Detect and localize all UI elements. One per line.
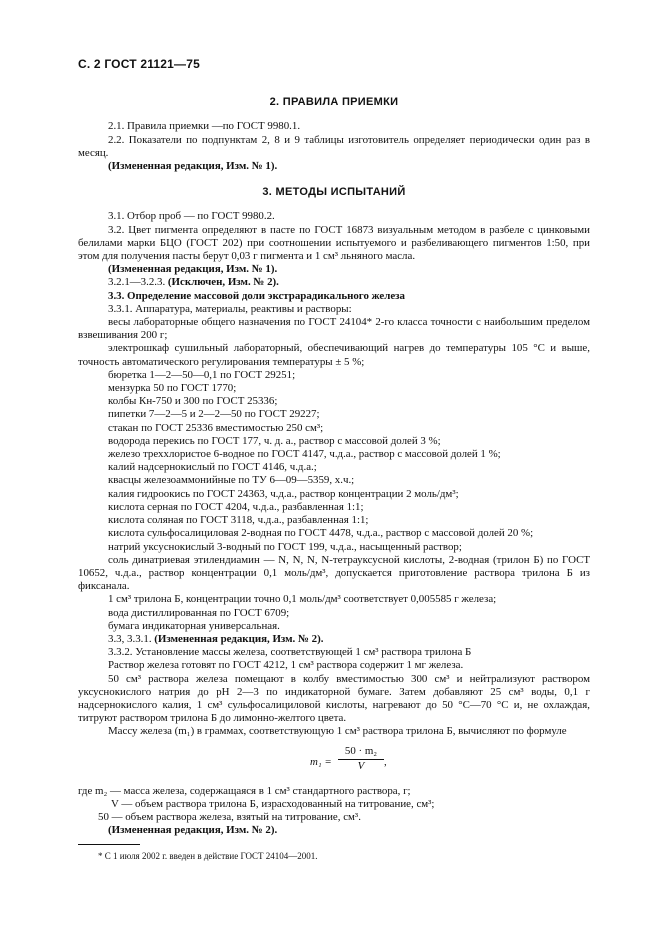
list-item: калия гидроокись по ГОСТ 24363, ч.д.а., раствор концентрации 2 моль/дм³; <box>108 487 459 500</box>
paragraph-3-3-2-b: 50 см³ раствора железа помещают в колбу вместимостью 300 см³ и нейтрализуют раствором уксуснокислого натрия до рН 2—3 по индикаторной бумаге. Затем добавляют 25 см³ воды, 0,1 г надсернокислого калия, 1 см³ сульфосалициловой кислоты, нагревают до 50 °С—70 °С и, не охлаждая, титруют раствором трилона Б до лимонно-желтого цвета. <box>78 672 590 725</box>
list-item: пипетки 7—2—5 и 2—2—50 по ГОСТ 29227; <box>108 408 320 421</box>
list-item: весы лабораторные общего назначения по ГОСТ 24104* 2-го класса точности с наибольшим пределом взвешивания 200 г; <box>78 316 590 342</box>
equipment-list <box>78 316 590 633</box>
list-item: вода дистиллированная по ГОСТ 6709; <box>108 606 290 619</box>
where-line: V — объем раствора трилона Б, израсходованный на титрование, см³; <box>111 797 435 810</box>
formula-denominator: V <box>357 759 365 772</box>
list-item: кислота соляная по ГОСТ 3118, ч.д.а., разбавленная 1:1; <box>108 514 369 527</box>
list-item: водорода перекись по ГОСТ 177, ч. д. а., раствор с массовой долей 3 %; <box>108 434 441 447</box>
list-item: стакан по ГОСТ 25336 вместимостью 250 см³; <box>108 421 324 434</box>
list-item: квасцы железоаммонийные по ТУ 6—09—5359, х.ч.; <box>108 474 355 487</box>
paragraph-3-3: 3.3. Определение массовой доли экстрарадикального железа <box>108 289 405 302</box>
footnote: * С 1 июля 2002 г. введен в действие ГОСТ 24104—2001. <box>98 851 318 862</box>
paragraph-3-3-edit <box>78 633 590 646</box>
paragraph-2-1: 2.1. Правила приемки —по ГОСТ 9980.1. <box>108 120 301 133</box>
edit-note: (Измененная редакция, Изм. № 1). <box>108 263 278 276</box>
list-item: соль динатриевая этилендиамин — N, N, N, N-тетрауксусной кислоты, 2-водная (трилон Б) по ГОСТ 10652, ч.д.а., раствор концентрации 0,1 моль/дм³, допускается приготовление раствора трилона Б из фиксанала. <box>78 553 590 593</box>
where-line: где m₂ — масса железа, содержащаяся в 1 см³ стандартного раствора, г; <box>78 784 411 797</box>
section-2-title: 2. ПРАВИЛА ПРИЕМКИ <box>269 96 399 109</box>
paragraph-3-2-1 <box>78 276 590 289</box>
formula-numerator: 50 · m₂ <box>338 745 384 760</box>
paragraph-3-3-2-c: Массу железа (m₁) в граммах, соответствующую 1 см³ раствора трилона Б, вычисляют по формуле <box>108 725 567 738</box>
list-item: железо треххлористое 6-водное по ГОСТ 4147, ч.д.а., раствор с массовой долей 1 %; <box>108 448 501 461</box>
paragraph-3-2: 3.2. Цвет пигмента определяют в пасте по ГОСТ 16873 визуальным методом в разбеле с цинковыми белилами марки БЦО (ГОСТ 202) при соотношении испытуемого и разбеливающего пигментов 1:50, при этом для получения пасты берут 0,03 г пигмента и 1 см³ льняного масла. <box>78 223 590 263</box>
paragraph-3-3-2-a: Раствор железа готовят по ГОСТ 4212, 1 см³ раствора содержит 1 мг железа. <box>108 659 464 672</box>
formula-fraction <box>338 745 384 773</box>
paragraph-3-1: 3.1. Отбор проб — по ГОСТ 9980.2. <box>108 210 275 223</box>
paragraph-3-3-2: 3.3.2. Установление массы железа, соответствующей 1 см³ раствора трилона Б <box>108 646 472 659</box>
list-item: бумага индикаторная универсальная. <box>108 619 280 632</box>
where-line: 50 — объем раствора железа, взятый на титрование, см³. <box>98 810 361 823</box>
edit-note: (Измененная редакция, Изм. № 2). <box>108 824 278 837</box>
list-item: 1 см³ трилона Б, концентрации точно 0,1 моль/дм³ соответствует 0,005585 г железа; <box>108 593 497 606</box>
formula-lhs: m₁ = <box>310 755 332 768</box>
list-item: бюретка 1—2—50—0,1 по ГОСТ 29251; <box>108 368 296 381</box>
formula <box>78 745 590 781</box>
list-item: калий надсернокислый по ГОСТ 4146, ч.д.а.; <box>108 461 317 474</box>
list-item: колбы Кн-750 и 300 по ГОСТ 25336; <box>108 395 278 408</box>
edit-note: (Измененная редакция, Изм. № 2). <box>154 632 324 645</box>
list-item: мензурка 50 по ГОСТ 1770; <box>108 382 237 395</box>
list-item: натрий уксуснокислый 3-водный по ГОСТ 199, ч.д.а., насыщенный раствор; <box>108 540 462 553</box>
paragraph-3-3-1: 3.3.1. Аппаратура, материалы, реактивы и растворы: <box>108 302 352 315</box>
list-item: кислота серная по ГОСТ 4204, ч.д.а., разбавленная 1:1; <box>108 500 364 513</box>
formula-tail: , <box>384 755 387 768</box>
edit-note: (Измененная редакция, Изм. № 1). <box>108 160 278 173</box>
footnote-rule <box>78 844 140 845</box>
list-item: электрошкаф сушильный лабораторный, обеспечивающий нагрев до температуры 105 °С и выше, точность автоматического регулирования температуры ± 5 %; <box>78 342 590 368</box>
clause-number: 3.2.1—3.2.3. <box>108 276 166 289</box>
paragraph-2-2: 2.2. Показатели по подпунктам 2, 8 и 9 таблицы изготовитель определяет периодически один раз в месяц. <box>78 133 590 159</box>
edit-note: (Исключен, Изм. № 2). <box>167 276 279 289</box>
document-page <box>78 58 590 864</box>
section-3-title: 3. МЕТОДЫ ИСПЫТАНИЙ <box>262 186 406 199</box>
list-item: кислота сульфосалициловая 2-водная по ГОСТ 4478, ч.д.а., раствор с массовой долей 20 %; <box>108 527 534 540</box>
running-head: С. 2 ГОСТ 21121—75 <box>78 57 201 71</box>
clause-number: 3.3, 3.3.1. <box>108 632 152 645</box>
